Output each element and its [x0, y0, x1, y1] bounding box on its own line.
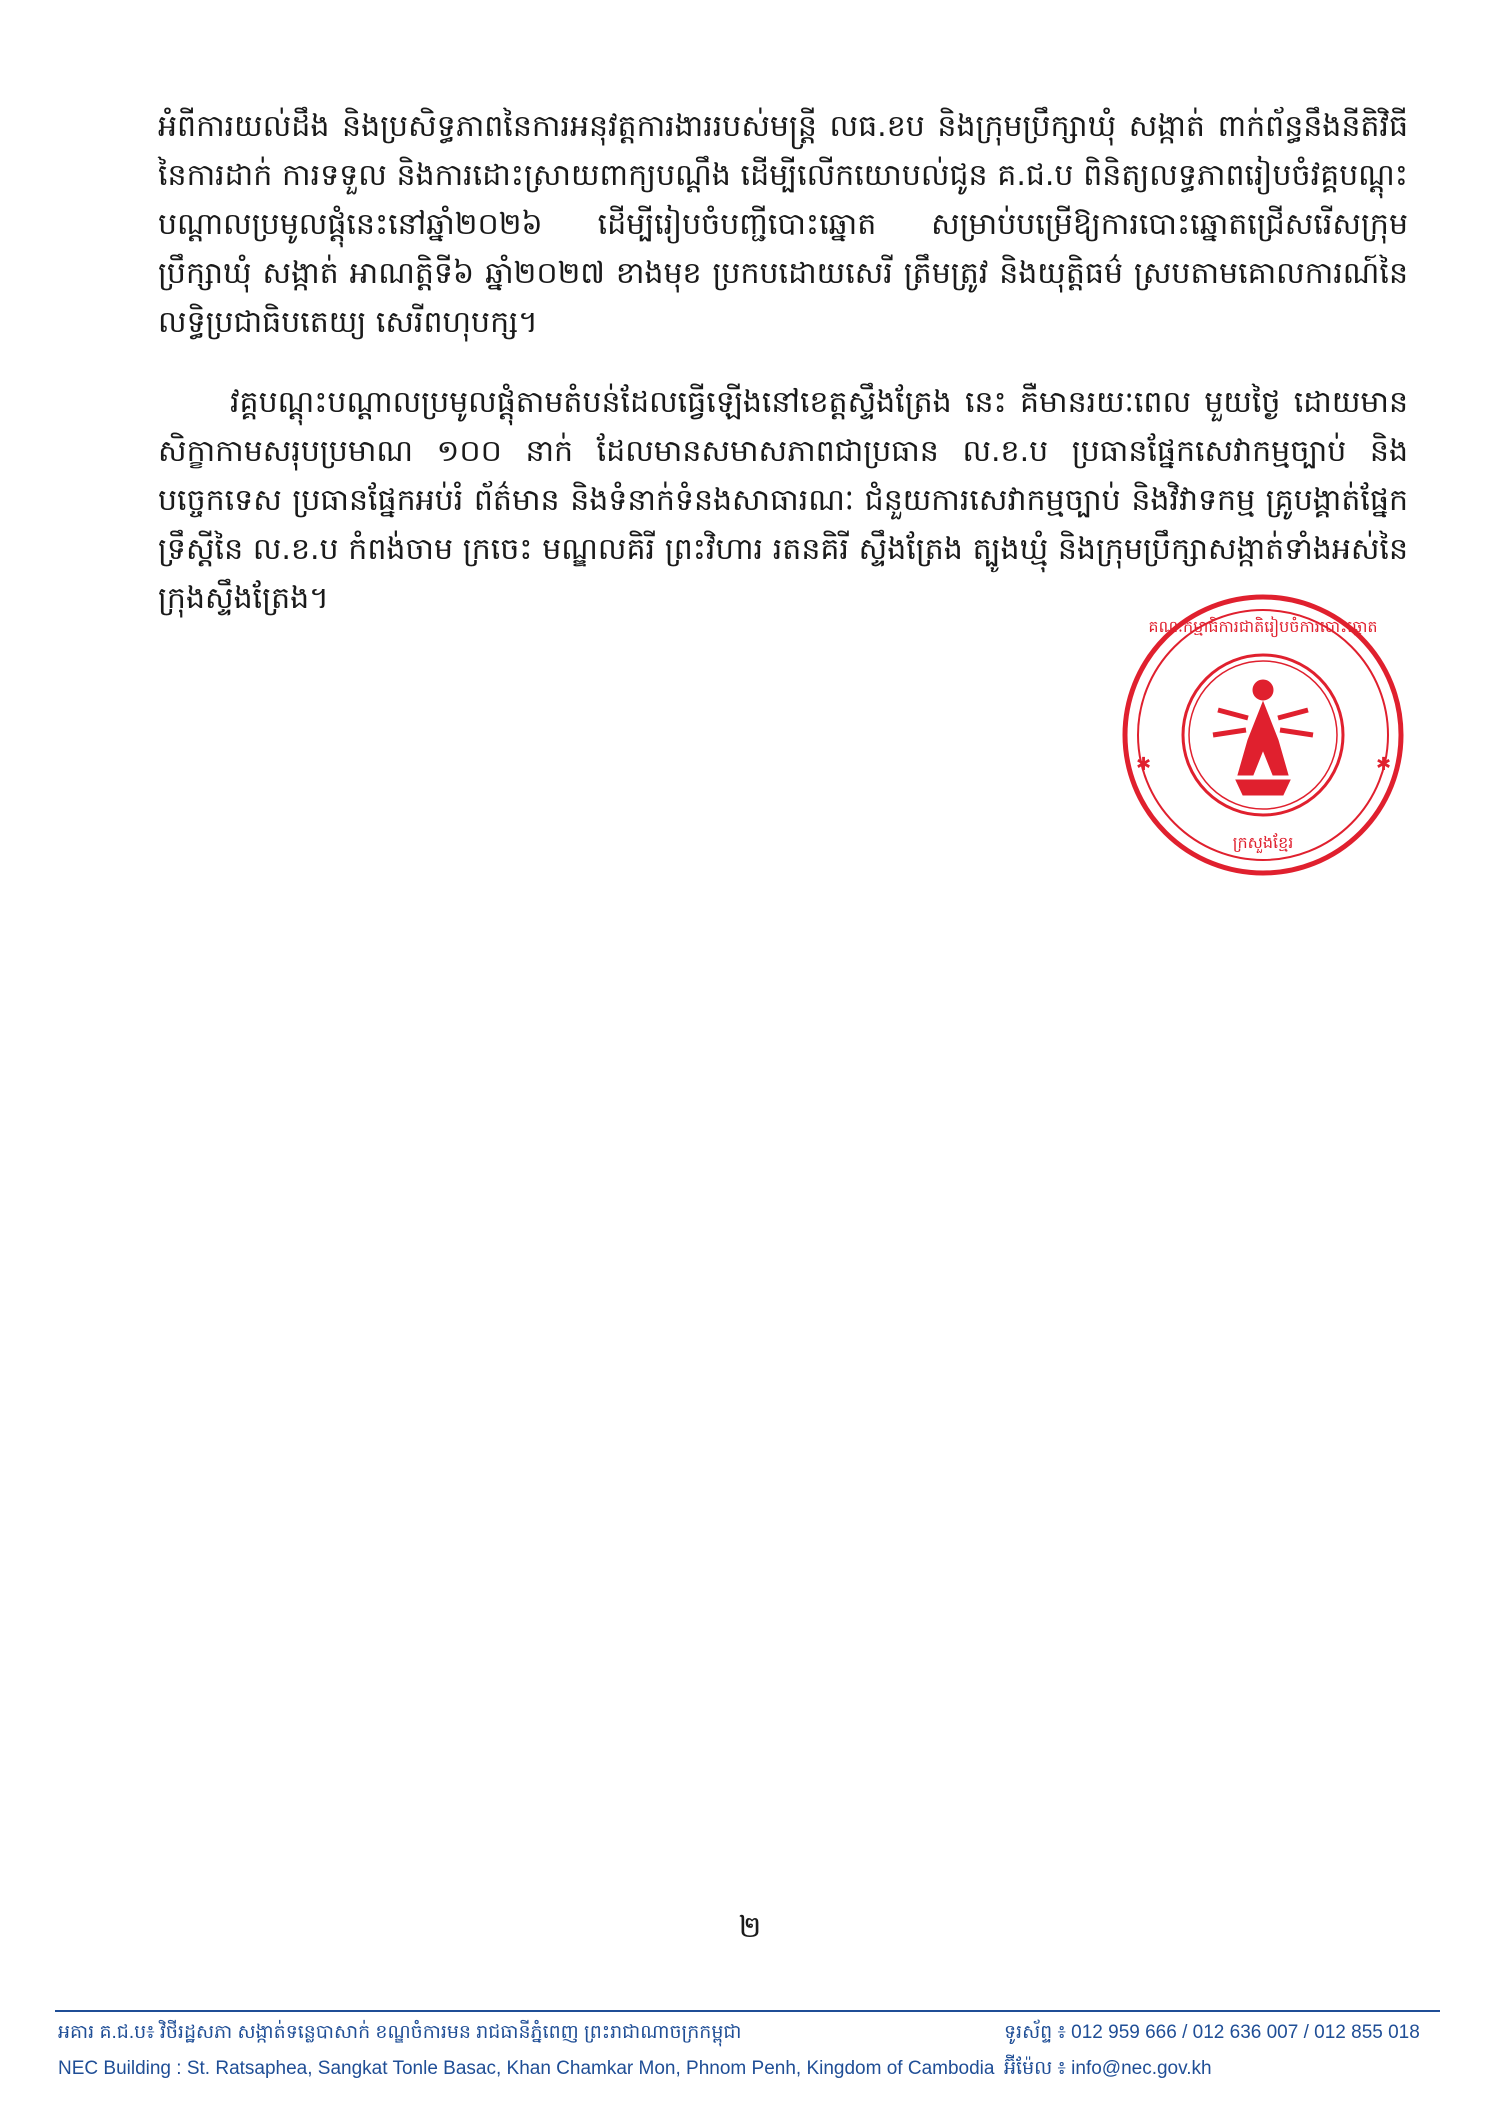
footer-divider: [55, 2010, 1440, 2012]
footer-email: អ៊ីម៉ែល ៖ info@nec.gov.kh: [1004, 2058, 1212, 2079]
seal-text-top: គណៈកម្មាធិការជាតិរៀបចំការបោះឆ្នោត: [1148, 617, 1378, 636]
footer-contact: [1004, 2020, 1420, 2092]
official-seal: [1118, 590, 1408, 880]
footer-address-en: NEC Building : St. Ratsaphea, Sangkat Tonle Basac, Khan Chamkar Mon, Phnom Penh, Kingdom of Cambodia: [58, 2058, 995, 2079]
footer-phone: ទូរស័ព្ទ ៖ 012 959 666 / 012 636 007 / 012 855 018: [1004, 2022, 1420, 2043]
page-number: ២: [738, 1910, 762, 1945]
footer-address: [58, 2020, 994, 2092]
seal-star-icon: [1136, 754, 1391, 775]
svg-text:✱: ✱: [1376, 754, 1392, 775]
seal-text-bottom: ក្រសួងខ្មែរ: [1232, 833, 1294, 852]
footer-address-kh: អគារ គ.ជ.ប៖ វិថីរដ្ឋសភា សង្កាត់ទន្លេបាសាក់ ខណ្ឌចំការមន រាជធានីភ្នំពេញ ព្រះរាជាណាចក្រកម្ពុជា: [58, 2022, 742, 2043]
body-paragraph-2: វគ្គបណ្តុះបណ្តាលប្រមូលផ្តុំតាមតំបន់ដែលធ្វើឡើងនៅខេត្តស្ទឹងត្រែង នេះ គឺមានរយៈពេល មួយថ្ងៃ ដោយមានសិក្ខាកាមសរុបប្រមាណ ១០០ នាក់ ដែលមានសមាសភាពជាប្រធាន ល.ខ.ប ប្រធានផ្នែកសេវាកម្មច្បាប់ និងបច្ចេកទេស ប្រធានផ្នែកអប់រំ ព័ត៌មាន និងទំនាក់ទំនងសាធារណៈ ជំនួយការសេវាកម្មច្បាប់ និងវិវាទកម្ម គ្រូបង្គាត់ផ្នែកទ្រឹស្តីនៃ ល.ខ.ប កំពង់ចាម ក្រចេះ មណ្ឌលគិរី ព្រះវិហារ រតនគិរី ស្ទឹងត្រែង ត្បូងឃ្មុំ និងក្រុមប្រឹក្សាសង្កាត់ទាំងអស់នៃក្រុងស្ទឹងត្រែង។: [158, 385, 1408, 616]
body-paragraph-1: អំពីការយល់ដឹង និងប្រសិទ្ធភាពនៃការអនុវត្តការងាររបស់មន្ត្រី លធ.ខប និងក្រុមប្រឹក្សាឃុំ សង្កាត់ ពាក់ព័ន្ធនឹងនីតិវិធីនៃការដាក់ ការទទួល និងការដោះស្រាយពាក្យបណ្តឹង ដើម្បីលើកយោបល់ជូន គ.ជ.ប ពិនិត្យលទ្ធភាពរៀបចំវគ្គបណ្តុះបណ្តាលប្រមូលផ្តុំនេះនៅឆ្នាំ២០២៦ ដើម្បីរៀបចំបញ្ជីបោះឆ្នោត សម្រាប់បម្រើឱ្យការបោះឆ្នោតជ្រើសរើសក្រុមប្រឹក្សាឃុំ សង្កាត់ អាណត្តិទី៦ ឆ្នាំ២០២៧ ខាងមុខ ប្រកបដោយសេរី ត្រឹមត្រូវ និងយុត្តិធម៌ ស្របតាមគោលការណ៍នៃលទ្ធិប្រជាធិបតេយ្យ សេរីពហុបក្ស។: [158, 109, 1408, 340]
emblem-figure-icon: [1213, 680, 1313, 795]
svg-text:✱: ✱: [1136, 754, 1152, 775]
